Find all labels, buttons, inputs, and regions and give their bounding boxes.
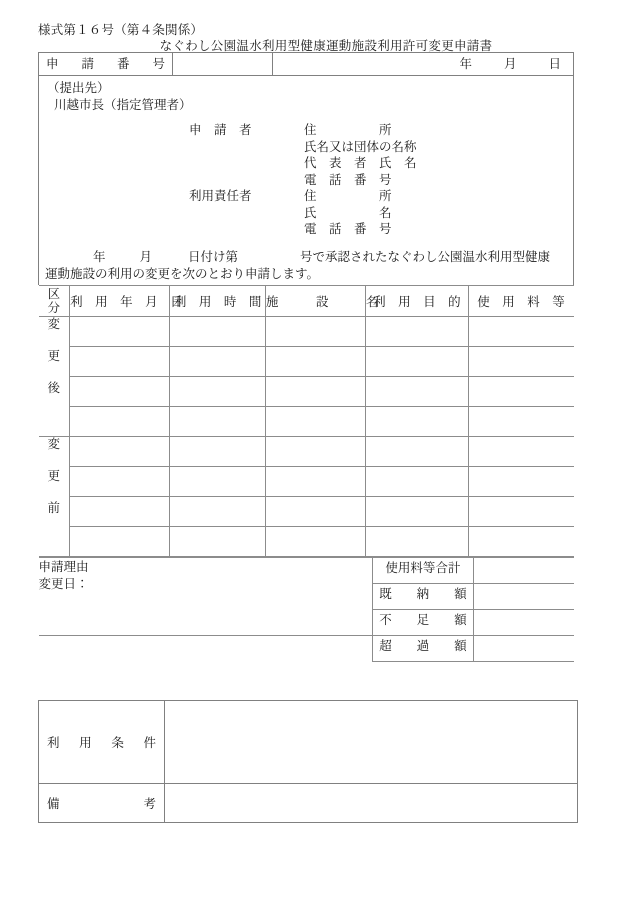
- statement-month: 月: [139, 248, 153, 264]
- fee-label-excess-chars: [373, 636, 472, 654]
- cell-fee[interactable]: [468, 316, 573, 346]
- table-row: [39, 346, 574, 376]
- table-row: [39, 316, 574, 346]
- fee-value-paid[interactable]: [473, 583, 573, 609]
- application-number-label: [39, 53, 172, 74]
- group-before-char-2: 更: [47, 467, 61, 483]
- form-number: 様式第１６号（第４条関係）: [38, 22, 204, 37]
- kubun-header: [39, 285, 70, 316]
- paid-char-3: 額: [454, 585, 467, 601]
- fee-label-paid-chars: [373, 584, 472, 602]
- group-label-before: [39, 436, 70, 556]
- applicant-line: [39, 139, 573, 156]
- addressee-cell: [39, 76, 574, 116]
- excess-char-2: 過: [416, 637, 430, 653]
- year-label: 年: [459, 56, 472, 71]
- responsible-name-label: 氏 名: [304, 204, 392, 220]
- remarks-row: [39, 784, 578, 823]
- excess-char-3: 額: [454, 637, 467, 653]
- cell-fee[interactable]: [468, 496, 573, 526]
- statement-cell: [39, 244, 574, 285]
- cell-facility[interactable]: [265, 466, 365, 496]
- group-after-char-1: 変: [47, 315, 61, 331]
- cell-date[interactable]: [70, 526, 170, 556]
- cell-purpose[interactable]: [366, 376, 468, 406]
- group-after-char-3: 後: [47, 380, 61, 396]
- cell-time[interactable]: [170, 466, 265, 496]
- application-number-row: [39, 53, 574, 76]
- cell-fee[interactable]: [468, 466, 573, 496]
- cond-char-3: 条: [111, 735, 124, 750]
- cell-facility[interactable]: [265, 406, 365, 436]
- main-form-table: [38, 52, 574, 662]
- cell-purpose[interactable]: [366, 316, 468, 346]
- applicant-line: [39, 188, 573, 205]
- fee-label-shortage: [373, 609, 473, 635]
- paid-char-1: 既: [379, 585, 392, 601]
- submit-to-label: （提出先）: [47, 80, 110, 95]
- cell-purpose[interactable]: [366, 436, 468, 466]
- cell-facility[interactable]: [265, 436, 365, 466]
- table-row: [39, 406, 574, 436]
- cell-purpose[interactable]: [366, 466, 468, 496]
- date-header: [273, 53, 573, 74]
- reason-fee-row: [39, 557, 574, 662]
- statement-year: 年: [93, 248, 106, 264]
- day-label: 日: [548, 56, 561, 71]
- cell-facility[interactable]: [265, 526, 365, 556]
- applicant-phone-label: 電 話 番 号: [304, 171, 392, 187]
- group-before-char-3: 前: [47, 500, 61, 516]
- column-header-facility: 施 設 名: [265, 285, 365, 316]
- cell-date[interactable]: [70, 316, 170, 346]
- responsible-address-label: 住 所: [304, 188, 392, 203]
- fee-label-shortage-chars: [373, 610, 472, 628]
- cell-date[interactable]: [70, 376, 170, 406]
- cond-char-1: 利: [47, 735, 60, 750]
- responsible-person-role-label: 利用責任者: [189, 188, 252, 203]
- reason-fee-cell: [39, 557, 574, 662]
- applicant-row: [39, 115, 574, 244]
- usage-table: [39, 285, 574, 557]
- excess-char-1: 超: [379, 637, 392, 653]
- shortage-char-2: 足: [416, 611, 430, 627]
- application-number-label-cell: [39, 53, 173, 76]
- cell-fee[interactable]: [468, 376, 573, 406]
- usage-conditions-label: [39, 701, 165, 784]
- cell-fee[interactable]: [468, 406, 573, 436]
- statement-row: [39, 244, 574, 285]
- column-header-time: 利 用 時 間: [170, 285, 265, 316]
- remarks-char-2: 考: [143, 796, 156, 811]
- cell-date[interactable]: [70, 436, 170, 466]
- table-row: [39, 496, 574, 526]
- statement-line-1: [45, 248, 567, 265]
- column-header-date: 利 用 年 月 日: [70, 285, 170, 316]
- applicant-line: [39, 205, 573, 222]
- appno-char-2: 請: [81, 56, 94, 71]
- month-label: 月: [503, 56, 517, 71]
- cell-purpose[interactable]: [366, 496, 468, 526]
- reason-title: 申請理由: [38, 558, 89, 574]
- responsible-phone-label: 電 話 番 号: [304, 221, 392, 236]
- applicant-block: [39, 115, 573, 244]
- cell-fee[interactable]: [468, 346, 573, 376]
- conditions-table: [38, 700, 578, 823]
- fee-row-excess: [39, 635, 574, 661]
- cell-date[interactable]: [70, 496, 170, 526]
- table-row: [39, 436, 574, 466]
- cell-date[interactable]: [70, 346, 170, 376]
- fee-value-total[interactable]: [473, 557, 573, 583]
- cell-facility[interactable]: [265, 346, 365, 376]
- remarks-char-1: 備: [47, 796, 60, 811]
- appno-char-4: 号: [152, 56, 165, 71]
- applicant-line: [39, 122, 573, 139]
- cell-facility[interactable]: [265, 496, 365, 526]
- fee-label-total: 使用料等合計: [373, 557, 473, 583]
- fee-value-excess[interactable]: [473, 635, 573, 661]
- table-row: [39, 376, 574, 406]
- usage-conditions-value[interactable]: [165, 701, 578, 784]
- cond-char-2: 用: [79, 735, 92, 750]
- statement-approval-text: 号で承認されたなぐわし公園温水利用型健康: [300, 248, 551, 264]
- statement-line-2: 運動施設の利用の変更を次のとおり申請します。: [45, 265, 320, 281]
- document-title: なぐわし公園温水利用型健康運動施設利用許可変更申請書: [159, 38, 493, 53]
- group-after-char-2: 更: [47, 347, 61, 363]
- cell-time[interactable]: [170, 406, 265, 436]
- change-date-label: 変更日：: [38, 575, 89, 591]
- kubun-char-2: 分: [47, 299, 61, 315]
- reason-cell[interactable]: [39, 557, 373, 635]
- statement-block: [39, 244, 573, 285]
- cell-time[interactable]: [170, 436, 265, 466]
- cell-date[interactable]: [70, 406, 170, 436]
- reason-fee-table: [39, 557, 574, 662]
- fee-row-total: [39, 557, 574, 583]
- reason-cell-filler: [39, 635, 373, 661]
- shortage-char-1: 不: [379, 611, 392, 627]
- cell-time[interactable]: [170, 496, 265, 526]
- shortage-char-3: 額: [454, 611, 467, 627]
- table-row: [39, 466, 574, 496]
- cell-purpose[interactable]: [366, 346, 468, 376]
- applicant-role-label: 申 請 者: [189, 122, 252, 137]
- addressee-block: [39, 76, 573, 115]
- cell-date[interactable]: [70, 466, 170, 496]
- table-row: [39, 526, 574, 556]
- kubun-char-1: 区: [47, 285, 61, 301]
- paid-char-2: 納: [416, 585, 430, 601]
- application-number-input[interactable]: [173, 53, 273, 76]
- appno-char-3: 番: [116, 56, 130, 71]
- remarks-value[interactable]: [165, 784, 578, 823]
- usage-grid-row: [39, 285, 574, 557]
- fee-label-excess: [373, 635, 473, 661]
- applicant-line: [39, 221, 573, 238]
- cell-time[interactable]: [170, 376, 265, 406]
- applicant-address-label: 住 所: [304, 122, 392, 137]
- usage-grid-cell: [39, 285, 574, 557]
- cell-time[interactable]: [170, 346, 265, 376]
- cell-facility[interactable]: [265, 316, 365, 346]
- applicant-line: [39, 155, 573, 172]
- cell-purpose[interactable]: [366, 526, 468, 556]
- date-header-cell: [273, 53, 574, 76]
- addressee-row: [39, 76, 574, 116]
- cell-purpose[interactable]: [366, 406, 468, 436]
- recipient-label: 川越市長（指定管理者）: [54, 96, 192, 112]
- fee-value-shortage[interactable]: [473, 609, 573, 635]
- applicant-name-label: 氏名又は団体の名称: [304, 138, 417, 154]
- cell-fee[interactable]: [468, 436, 573, 466]
- remarks-label-chars: [39, 794, 164, 812]
- cell-facility[interactable]: [265, 376, 365, 406]
- fee-label-paid: [373, 583, 473, 609]
- statement-day-no: 日付け第: [188, 248, 239, 264]
- usage-header-row: [39, 285, 574, 316]
- usage-conditions-label-chars: [39, 733, 164, 751]
- column-header-purpose: 利 用 目 的: [366, 285, 468, 316]
- appno-char-1: 申: [46, 56, 59, 71]
- applicant-representative-label: 代 表 者 氏 名: [304, 155, 417, 170]
- remarks-label: [39, 784, 165, 823]
- applicant-line: [39, 172, 573, 189]
- cell-fee[interactable]: [468, 526, 573, 556]
- applicant-cell: [39, 115, 574, 244]
- group-label-after: [39, 316, 70, 436]
- group-before-char-1: 変: [47, 435, 61, 451]
- cond-char-4: 件: [143, 735, 156, 750]
- cell-time[interactable]: [170, 316, 265, 346]
- cell-time[interactable]: [170, 526, 265, 556]
- column-header-fee: 使 用 料 等: [468, 285, 573, 316]
- conditions-row: [39, 701, 578, 784]
